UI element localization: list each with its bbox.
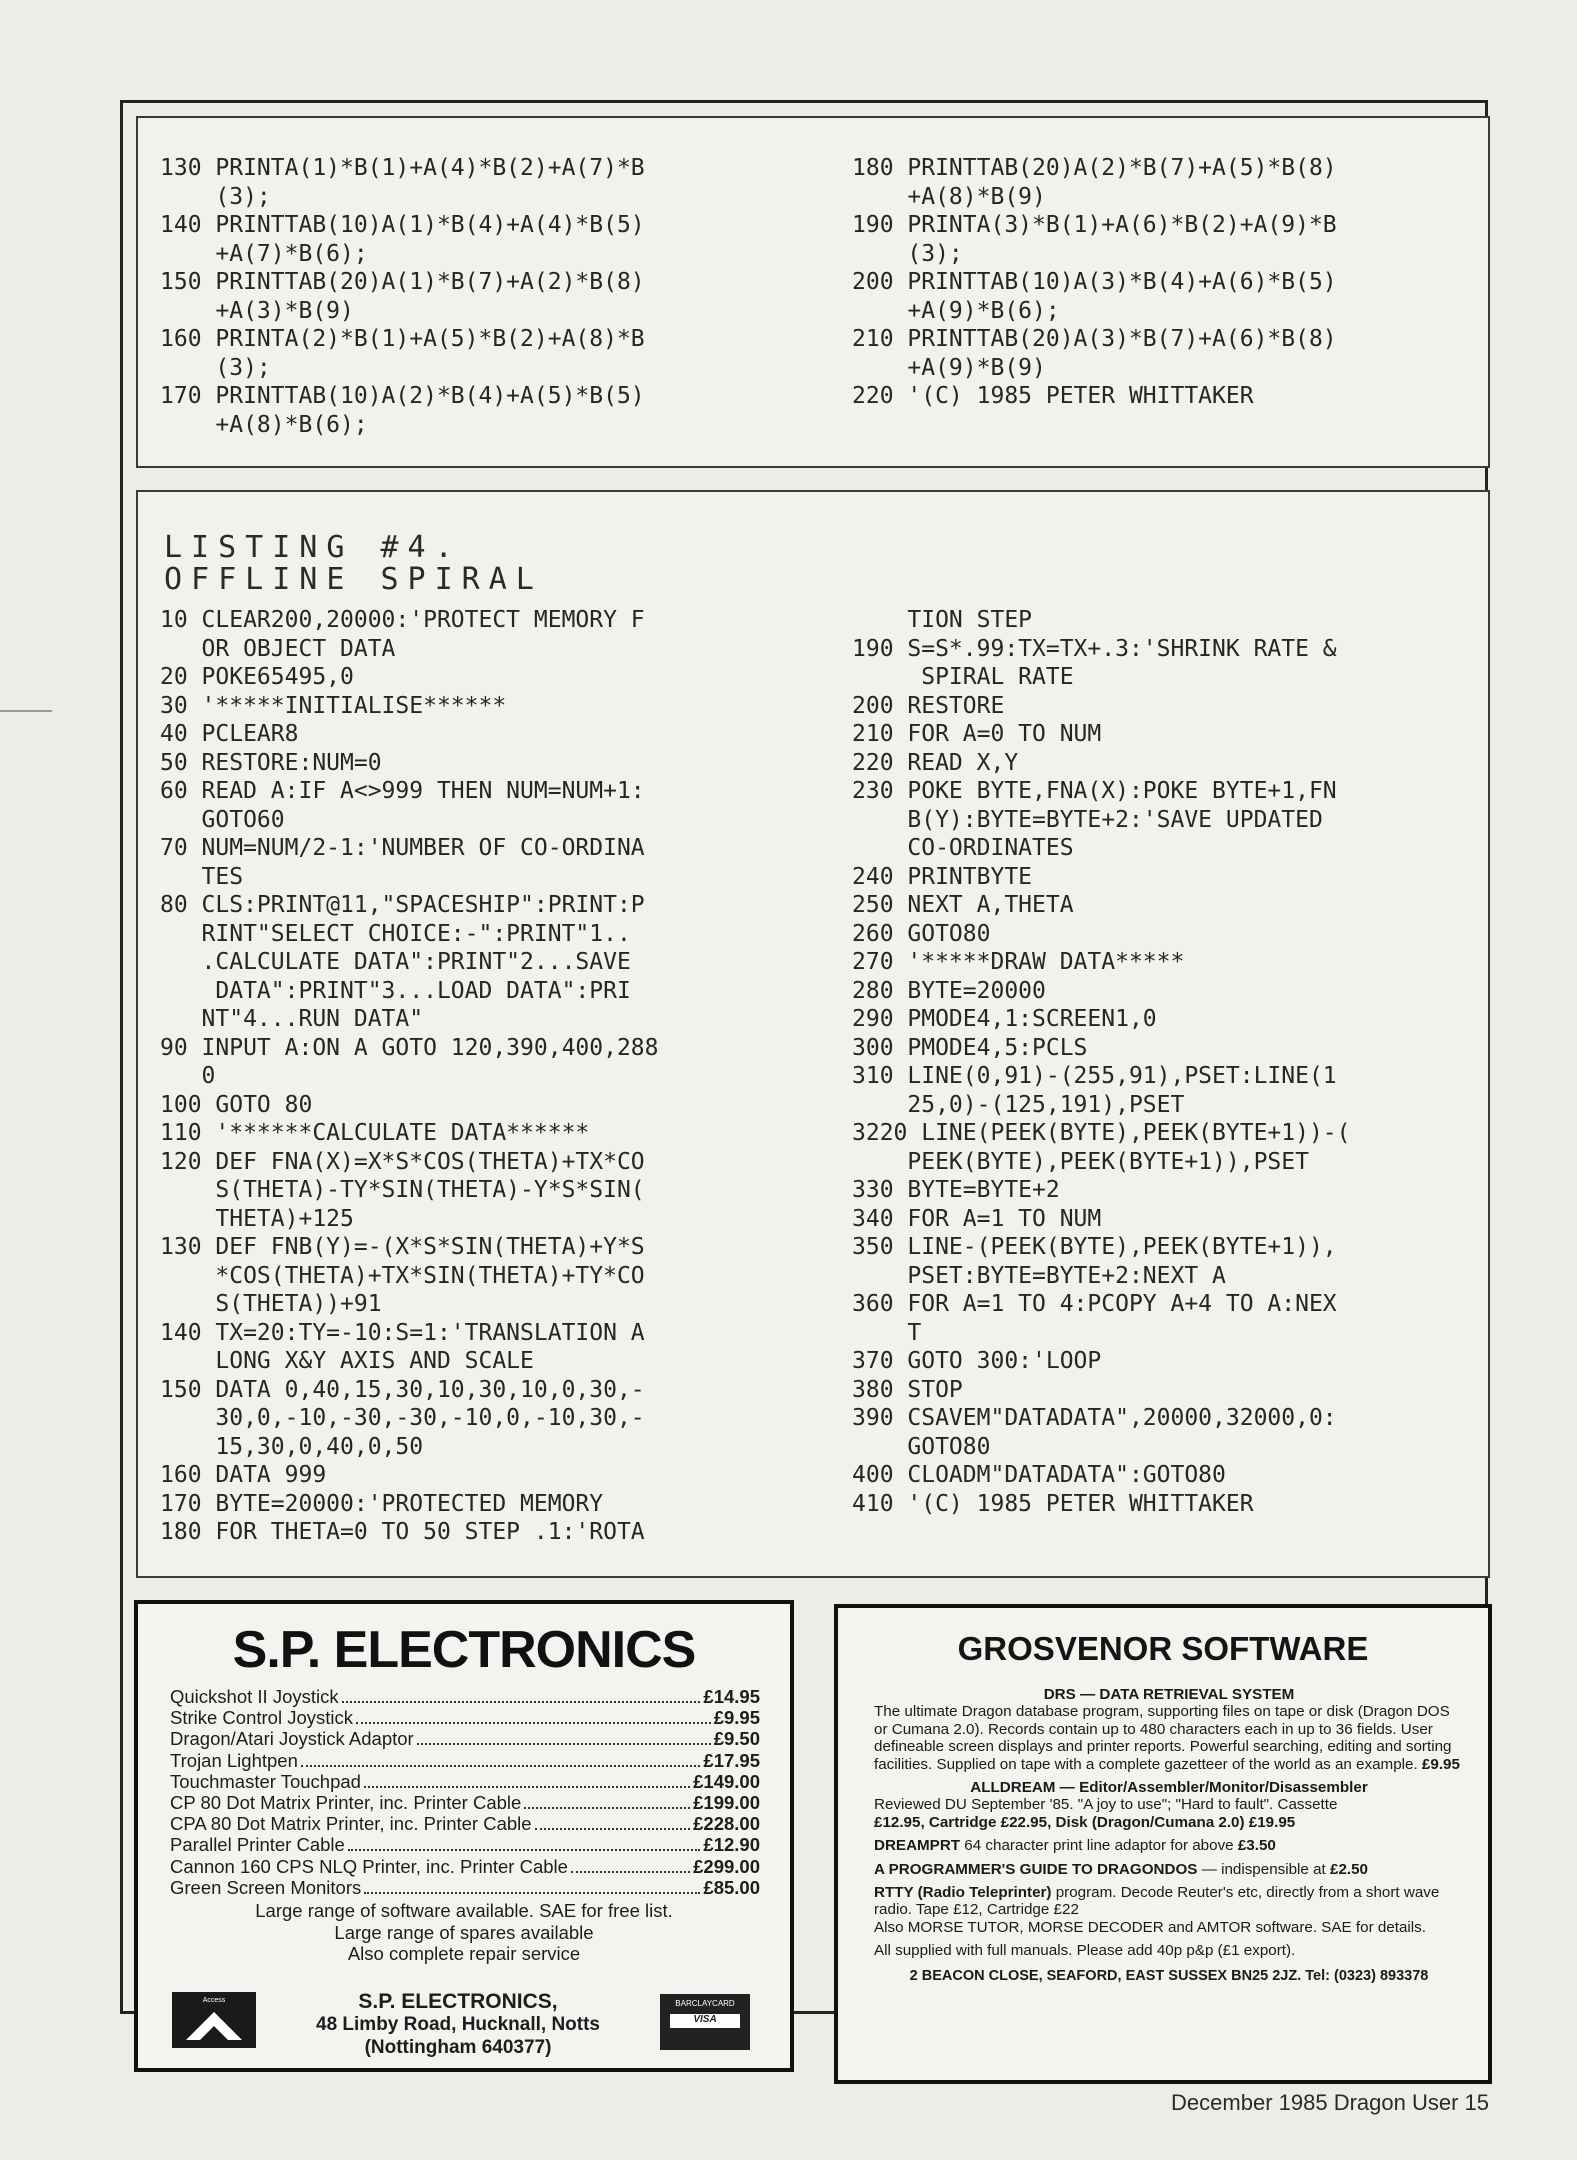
dreamprt-price: £3.50: [1237, 1837, 1276, 1855]
code-line: 160 DATA 999: [160, 1462, 327, 1488]
grosvenor-software-advert: [834, 1604, 1492, 2084]
code-line: OR OBJECT DATA: [160, 635, 396, 662]
rtty-paragraph: [874, 1884, 1464, 1936]
grosvenor-address: 2 BEACON CLOSE, SEAFORD, EAST SUSSEX BN25 2JZ. Tel: (0323) 893378: [909, 1967, 1429, 1984]
leader-dots: [301, 1765, 701, 1767]
access-logo-label: Access: [202, 1997, 226, 2004]
code-line: 260 GOTO80: [852, 920, 991, 947]
code-line: 210 PRINTTAB(20)A(3)*B(7)+A(6)*B(8): [852, 326, 1337, 352]
code-line: 220 READ X,Y: [852, 749, 1019, 776]
code-line: 150 PRINTTAB(20)A(1)*B(7)+A(2)*B(8): [160, 269, 645, 295]
code-line: (3);: [160, 354, 271, 381]
advert-title: GROSVENOR SOFTWARE: [957, 1630, 1369, 1667]
code-line: 25,0)-(125,191),PSET: [852, 1091, 1185, 1118]
code-line: TION STEP: [852, 607, 1033, 633]
code-line: 190 S=S*.99:TX=TX+.3:'SHRINK RATE &: [852, 635, 1337, 662]
price-list-item: [170, 1813, 760, 1834]
code-line: 60 READ A:IF A<>999 THEN NUM=NUM+1:: [160, 778, 645, 804]
code-line: 330 BYTE=BYTE+2: [852, 1177, 1060, 1203]
item-price: £9.95: [713, 1707, 760, 1729]
code-line: 280 BYTE=20000: [852, 977, 1046, 1004]
manuals-paragraph: All supplied with full manuals. Please add 40p p&p (£1 export).: [874, 1942, 1296, 1960]
listing-subtitle-line: OFFLINE SPIRAL: [164, 562, 543, 597]
listing-3-right-column: [852, 154, 1472, 411]
code-line: 360 FOR A=1 TO 4:PCOPY A+4 TO A:NEX: [852, 1291, 1337, 1317]
code-line: LONG X&Y AXIS AND SCALE: [160, 1348, 534, 1374]
code-line: 190 PRINTA(3)*B(1)+A(6)*B(2)+A(9)*B: [852, 212, 1337, 238]
alldream-heading: ALLDREAM — Editor/Assembler/Monitor/Disassembler: [970, 1779, 1368, 1797]
item-name: Cannon 160 CPS NLQ Printer, inc. Printer Cable: [170, 1855, 568, 1877]
item-price: £85.00: [703, 1876, 760, 1898]
code-line: 290 PMODE4,1:SCREEN1,0: [852, 1006, 1157, 1032]
advert-body: [874, 1686, 1464, 1985]
item-name: Green Screen Monitors: [170, 1876, 362, 1898]
code-line: CO-ORDINATES: [852, 835, 1074, 861]
street-address: 48 Limby Road, Hucknall, Notts: [316, 2014, 600, 2035]
also-text: Also MORSE TUTOR, MORSE DECODER and AMTOR software. SAE for details.: [874, 1918, 1426, 1936]
item-price: £12.90: [703, 1834, 760, 1856]
code-line: +A(8)*B(6);: [160, 411, 368, 438]
price-list-item: [170, 1707, 760, 1728]
code-line: 15,30,0,40,0,50: [160, 1433, 424, 1460]
code-line: 180 FOR THETA=0 TO 50 STEP .1:'ROTA: [160, 1519, 645, 1545]
leader-dots: [535, 1828, 691, 1830]
listing-3-left-column: [160, 154, 800, 439]
price-list-item: [170, 1834, 760, 1855]
rtty-name: RTTY (Radio Teleprinter): [874, 1884, 1052, 1902]
leader-dots: [364, 1786, 690, 1788]
item-price: £9.50: [713, 1728, 760, 1750]
code-line: 380 STOP: [852, 1376, 963, 1403]
leader-dots: [342, 1701, 701, 1703]
code-line: 350 LINE-(PEEK(BYTE),PEEK(BYTE+1)),: [852, 1234, 1337, 1260]
item-name: CP 80 Dot Matrix Printer, inc. Printer Cable: [170, 1792, 522, 1814]
item-price: £299.00: [693, 1855, 760, 1877]
item-price: £149.00: [693, 1770, 760, 1792]
code-line: *COS(THETA)+TX*SIN(THETA)+TY*CO: [160, 1262, 645, 1289]
code-line: 130 PRINTA(1)*B(1)+A(4)*B(2)+A(7)*B: [160, 155, 645, 181]
leader-dots: [356, 1722, 711, 1724]
code-line: 150 DATA 0,40,15,30,10,30,10,0,30,-: [160, 1376, 645, 1403]
item-price: £14.95: [703, 1686, 760, 1707]
code-line: GOTO80: [852, 1433, 991, 1460]
code-line: PSET:BYTE=BYTE+2:NEXT A: [852, 1262, 1226, 1289]
page-edge-mark: [0, 710, 52, 712]
item-name: Trojan Lightpen: [170, 1749, 298, 1771]
guide-paragraph: [874, 1861, 1464, 1878]
drs-text: The ultimate Dragon database program, supporting files on tape or disk (Dragon DOS or Cumana 2.0). Records contain up to 480 characters each in up to 36 fields. User defineable screen displays and printer reports. Powerful searching, editing and sorting facilities. Supplied on tape with a complete gazetteer of the world as an example.: [874, 1703, 1452, 1773]
code-line: 390 CSAVEM"DATADATA",20000,32000,0:: [852, 1405, 1337, 1431]
code-line: SPIRAL RATE: [852, 664, 1074, 690]
sp-electronics-advert: [134, 1600, 794, 2072]
code-line: (3);: [160, 183, 271, 210]
guide-name: A PROGRAMMER'S GUIDE TO DRAGONDOS: [874, 1860, 1198, 1878]
item-price: £228.00: [693, 1813, 760, 1835]
code-line: 400 CLOADM"DATADATA":GOTO80: [852, 1462, 1226, 1488]
code-line: 200 PRINTTAB(10)A(3)*B(4)+A(6)*B(5): [852, 269, 1337, 295]
code-line: 70 NUM=NUM/2-1:'NUMBER OF CO-ORDINA: [160, 835, 645, 861]
code-line: 130 DEF FNB(Y)=-(X*S*SIN(THETA)+Y*S: [160, 1234, 645, 1260]
code-line: 140 TX=20:TY=-10:S=1:'TRANSLATION A: [160, 1319, 645, 1346]
company-address: [288, 1990, 628, 2059]
code-line: B(Y):BYTE=BYTE+2:'SAVE UPDATED: [852, 806, 1323, 833]
drs-heading: DRS — DATA RETRIEVAL SYSTEM: [1043, 1686, 1295, 1703]
code-line: RINT"SELECT CHOICE:-":PRINT"1..: [160, 920, 631, 947]
code-line: PEEK(BYTE),PEEK(BYTE+1)),PSET: [852, 1148, 1309, 1175]
code-line: 340 FOR A=1 TO NUM: [852, 1205, 1102, 1232]
price-list-item: [170, 1771, 760, 1792]
company-name: S.P. ELECTRONICS,: [358, 1990, 558, 2013]
code-line: 50 RESTORE:NUM=0: [160, 749, 382, 776]
dreamprt-name: DREAMPRT: [874, 1837, 961, 1855]
spares-line: Large range of spares available: [334, 1921, 594, 1943]
repair-line: Also complete repair service: [347, 1943, 581, 1964]
item-name: Touchmaster Touchpad: [170, 1770, 361, 1792]
guide-price: £2.50: [1330, 1860, 1369, 1878]
code-line: 370 GOTO 300:'LOOP: [852, 1348, 1102, 1374]
dreamprt-paragraph: [874, 1837, 1464, 1854]
item-name: CPA 80 Dot Matrix Printer, inc. Printer Cable: [170, 1813, 532, 1835]
price-list-item: [170, 1750, 760, 1771]
item-name: Parallel Printer Cable: [170, 1834, 345, 1856]
code-line: 3220 LINE(PEEK(BYTE),PEEK(BYTE+1))-(: [852, 1120, 1351, 1146]
price-list-item: [170, 1728, 760, 1749]
code-line: 160 PRINTA(2)*B(1)+A(5)*B(2)+A(8)*B: [160, 326, 645, 352]
code-line: 120 DEF FNA(X)=X*S*COS(THETA)+TX*CO: [160, 1148, 645, 1175]
code-line: 170 BYTE=20000:'PROTECTED MEMORY: [160, 1490, 604, 1517]
code-line: 30,0,-10,-30,-30,-10,0,-10,30,-: [160, 1405, 645, 1431]
page-footer: December 1985 Dragon User 15: [1171, 2090, 1489, 2115]
item-name: Quickshot II Joystick: [170, 1686, 339, 1707]
code-line: 210 FOR A=0 TO NUM: [852, 721, 1102, 747]
code-line: 180 PRINTTAB(20)A(2)*B(7)+A(5)*B(8): [852, 155, 1337, 181]
code-line: 90 INPUT A:ON A GOTO 120,390,400,288: [160, 1034, 659, 1061]
code-line: +A(7)*B(6);: [160, 240, 368, 267]
code-line: 170 PRINTTAB(10)A(2)*B(4)+A(5)*B(5): [160, 383, 645, 409]
code-line: S(THETA))+91: [160, 1291, 382, 1317]
price-list-item: [170, 1792, 760, 1813]
code-line: 410 '(C) 1985 PETER WHITTAKER: [852, 1490, 1254, 1517]
code-line: TES: [160, 863, 244, 890]
guide-text: — indispensible at: [1201, 1860, 1326, 1878]
leader-dots: [417, 1743, 711, 1745]
code-line: 310 LINE(0,91)-(255,91),PSET:LINE(1: [852, 1063, 1337, 1089]
code-line: (3);: [852, 240, 963, 267]
listing-4-left-column: [160, 606, 800, 1547]
barclaycard-visa-logo: [660, 1994, 750, 2050]
phone-number: (Nottingham 640377): [364, 2037, 552, 2058]
code-line: .CALCULATE DATA":PRINT"2...SAVE: [160, 949, 631, 975]
code-line: T: [852, 1319, 922, 1346]
price-list-item: [170, 1686, 760, 1707]
code-line: 10 CLEAR200,20000:'PROTECT MEMORY F: [160, 607, 645, 633]
advert-footer-text: [138, 1900, 790, 1965]
barclaycard-label: BARCLAYCARD: [675, 1999, 735, 2008]
item-price: £199.00: [693, 1792, 760, 1814]
item-name: Dragon/Atari Joystick Adaptor: [170, 1728, 414, 1750]
alldream-text: Reviewed DU September '85. "A joy to use"; "Hard to fault". Cassette: [874, 1796, 1338, 1814]
code-line: 100 GOTO 80: [160, 1091, 313, 1118]
alldream-paragraph: [874, 1796, 1464, 1831]
drs-paragraph: [874, 1703, 1464, 1773]
code-line: GOTO60: [160, 806, 285, 833]
item-name: Strike Control Joystick: [170, 1707, 353, 1729]
price-list: [170, 1686, 760, 1898]
code-line: 80 CLS:PRINT@11,"SPACESHIP":PRINT:P: [160, 892, 645, 918]
access-card-logo: [172, 1992, 256, 2048]
code-line: S(THETA)-TY*SIN(THETA)-Y*S*SIN(: [160, 1177, 645, 1203]
listing-4-offline-spiral: [136, 490, 1490, 1578]
software-line: Large range of software available. SAE for free list.: [255, 1900, 673, 1921]
alldream-prices: £12.95, Cartridge £22.95, Disk (Dragon/Cumana 2.0) £19.95: [874, 1813, 1296, 1831]
code-line: DATA":PRINT"3...LOAD DATA":PRI: [160, 977, 631, 1004]
code-line: 110 '******CALCULATE DATA******: [160, 1120, 590, 1146]
code-line: 40 PCLEAR8: [160, 721, 299, 747]
listing-4-right-column: [852, 606, 1472, 1518]
price-list-item: [170, 1856, 760, 1877]
drs-price: £9.95: [1421, 1755, 1460, 1773]
listing-title-line: LISTING #4.: [164, 530, 462, 565]
code-line: +A(9)*B(6);: [852, 297, 1060, 324]
code-line: 30 '*****INITIALISE******: [160, 692, 507, 719]
code-line: 240 PRINTBYTE: [852, 863, 1033, 890]
price-list-item: [170, 1877, 760, 1898]
listing-4-title: [164, 532, 543, 596]
code-line: +A(9)*B(9): [852, 354, 1046, 381]
code-line: +A(8)*B(9): [852, 183, 1046, 210]
code-line: 140 PRINTTAB(10)A(1)*B(4)+A(4)*B(5): [160, 212, 645, 238]
leader-dots: [524, 1807, 690, 1809]
code-line: 300 PMODE4,5:PCLS: [852, 1034, 1088, 1061]
code-line: 250 NEXT A,THETA: [852, 892, 1074, 918]
code-line: THETA)+125: [160, 1205, 354, 1232]
code-line: 270 '*****DRAW DATA*****: [852, 949, 1185, 975]
item-price: £17.95: [703, 1749, 760, 1771]
advert-title: S.P. ELECTRONICS: [232, 1621, 696, 1679]
code-line: 200 RESTORE: [852, 692, 1005, 719]
code-line: 230 POKE BYTE,FNA(X):POKE BYTE+1,FN: [852, 778, 1337, 804]
code-line: 20 POKE65495,0: [160, 664, 354, 690]
code-line: 0: [160, 1063, 216, 1089]
code-line: +A(3)*B(9): [160, 297, 354, 324]
dreamprt-text: 64 character print line adaptor for above: [964, 1837, 1234, 1855]
rtty-text: program. Decode Reuter's etc, directly from a short wave radio. Tape £12, Cartridge £22: [874, 1884, 1440, 1919]
leader-dots: [571, 1871, 690, 1873]
listing-3-continuation: [136, 116, 1490, 468]
leader-dots: [364, 1892, 700, 1894]
code-line: 220 '(C) 1985 PETER WHITTAKER: [852, 383, 1254, 409]
code-line: NT"4...RUN DATA": [160, 1006, 424, 1032]
access-logo-mark: [186, 2012, 242, 2040]
leader-dots: [348, 1849, 701, 1851]
visa-label: VISA: [693, 2014, 717, 2025]
